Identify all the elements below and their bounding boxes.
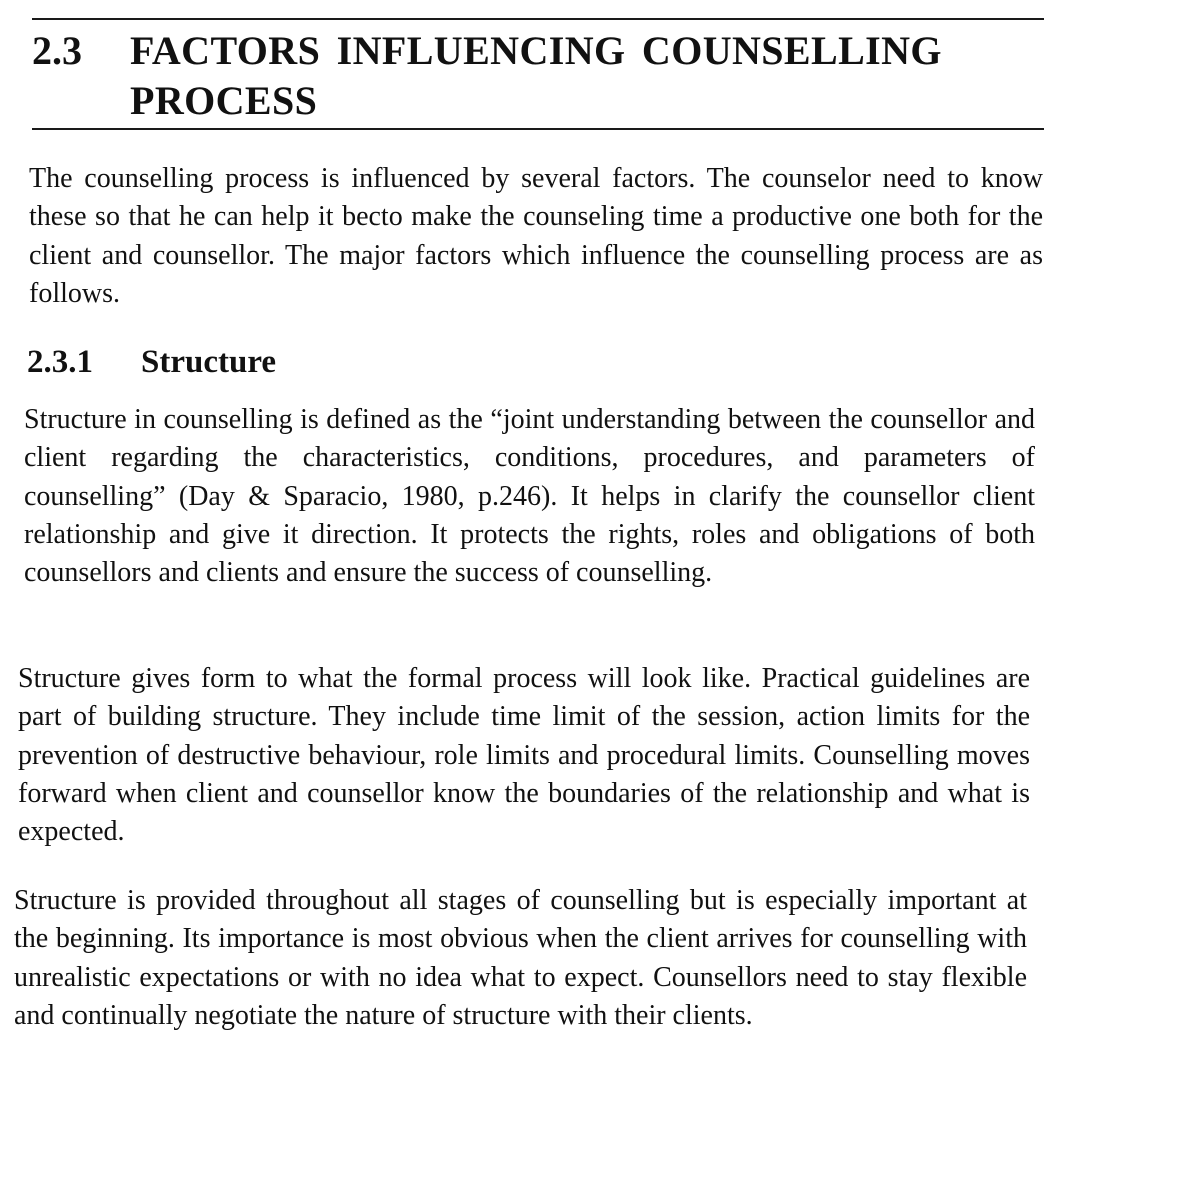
subsection-title: Structure [141,344,277,380]
intro-paragraph: The counselling process is influenced by several factors. The counselor need to know these so that he can help it becto make the counseling time a productive one both for the client and counsellor. The major factors which influence the counselling process are as follows. [29,163,1043,309]
subsection-heading [27,341,276,383]
body-paragraph: Structure in counselling is defined as the “joint understanding between the counsellor and client regarding the characteristics, conditions, procedures, and parameters of counselling” (Day & Sparacio, 1980, p.246). It helps in clarify the counsellor client relationship and give it direction. It protects the rights, roles and obligations of both counsellors and clients and ensure the success of counselling. [24,404,1035,589]
subsection-number: 2.3.1 [27,344,93,380]
body-paragraph: Structure gives form to what the formal process will look like. Practical guidelines are part of building structure. They include time limit of the session, action limits for the prevention of destructive behaviour, role limits and procedural limits. Counselling moves forward when client and counsellor know the boundaries of the relationship and what is expected. [18,663,1030,848]
section-number: 2.3 [32,28,82,73]
body-paragraph: Structure is provided throughout all stages of counselling but is especially important at the beginning. Its importance is most obvious when the client arrives for counselling with unrealistic expectations or with no idea what to expect. Counsellors need to stay flexible and continually negotiate the nature of structure with their clients. [14,885,1027,1031]
heading-bottom-rule [32,128,1044,130]
section-title: FACTORS INFLUENCING COUNSELLING PROCESS [130,28,942,123]
heading-top-rule [32,18,1044,20]
section-heading [32,26,1047,126]
